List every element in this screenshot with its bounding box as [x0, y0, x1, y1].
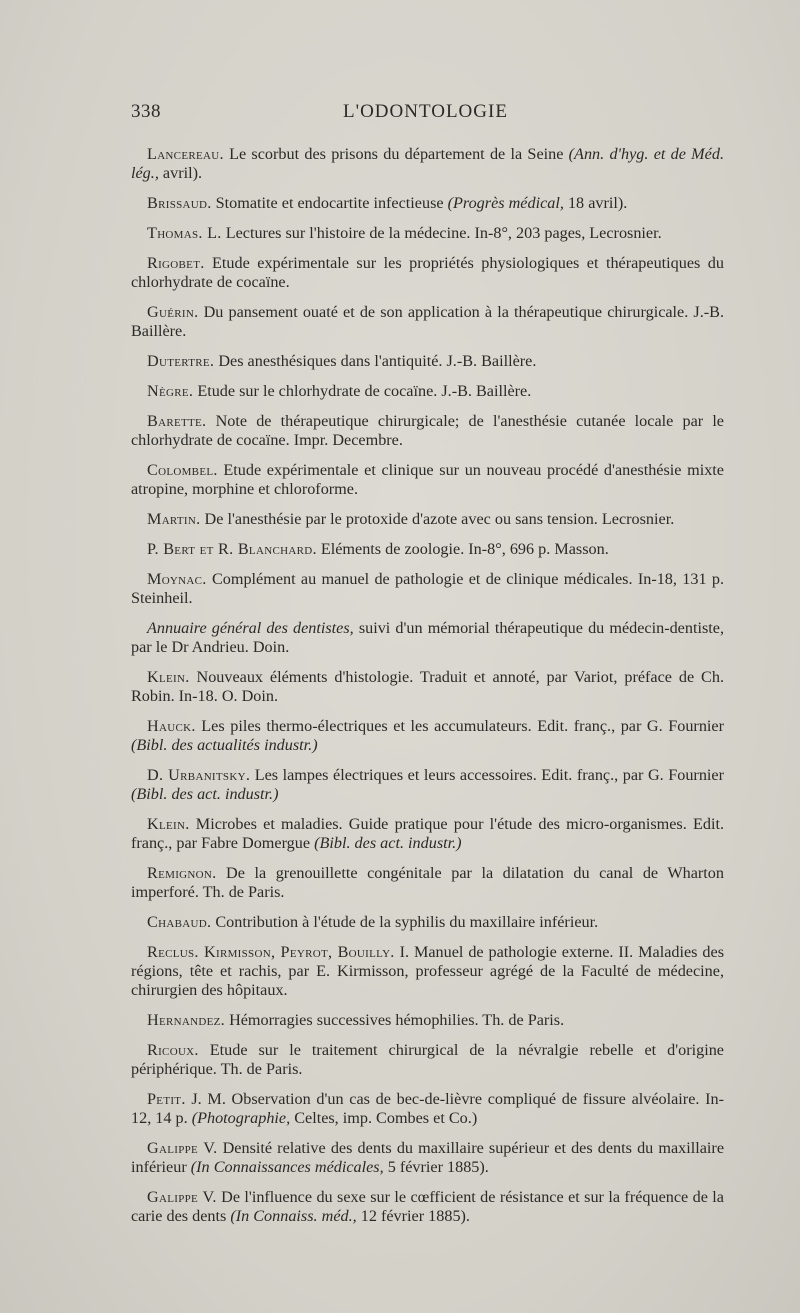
bibliography-entry [131, 224, 724, 243]
bibliography-entry [131, 303, 724, 341]
bibliography-entry [131, 1188, 724, 1226]
page-number: 338 [131, 101, 161, 122]
entry-text: J. M. Observation d'un cas de bec-de-lièvre compliqué de fissure alvéolaire. In-12, 14 p. [131, 1090, 724, 1127]
bibliography-list [131, 145, 724, 1237]
entry-text: De la grenouillette congénitale par la dilatation du canal de Wharton imperforé. Th. de Paris. [131, 864, 724, 901]
entry-italic: Annuaire général des dentistes, [147, 619, 354, 637]
bibliography-entry [131, 254, 724, 292]
running-head: L'ODONTOLOGIE [343, 101, 508, 122]
entry-italic: (Bibl. des act. industr.) [131, 785, 279, 803]
entry-text: Complément au manuel de pathologie et de clinique médicales. In-18, 131 p. Steinheil. [131, 570, 724, 607]
bibliography-entry [131, 1139, 724, 1177]
entry-author: Petit. [147, 1090, 186, 1108]
bibliography-entry [131, 668, 724, 706]
bibliography-entry [131, 194, 724, 213]
bibliography-entry [131, 815, 724, 853]
bibliography-entry [131, 352, 724, 371]
entry-author: Galippe V. [147, 1188, 217, 1206]
entry-after: avril). [158, 164, 203, 182]
entry-author: Guérin. [147, 303, 199, 321]
entry-italic: (Photographie, [191, 1109, 291, 1127]
entry-text: Du pansement ouaté et de son application à la thérapeutique chirurgicale. J.-B. Baillère. [131, 303, 724, 340]
entry-text: Des anesthésiques dans l'antiquité. J.-B. Baillère. [214, 352, 537, 370]
entry-author: Colombel. [147, 461, 218, 479]
entry-text: Contribution à l'étude de la syphilis du maxillaire inférieur. [211, 913, 599, 931]
bibliography-entry [131, 717, 724, 755]
entry-author: Brissaud. [147, 194, 212, 212]
page-header [131, 101, 720, 131]
bibliography-entry [131, 1090, 724, 1128]
bibliography-entry [131, 412, 724, 450]
entry-after: Celtes, imp. Combes et Co.) [290, 1109, 478, 1127]
entry-text: Le scorbut des prisons du département de la Seine [223, 145, 569, 163]
bibliography-entry [131, 461, 724, 499]
entry-text: Lectures sur l'histoire de la médecine. In-8°, 203 pages, Lecrosnier. [221, 224, 662, 242]
entry-author: Thomas. L. [147, 224, 222, 242]
entry-text: Etude sur le traitement chirurgical de la névralgie rebelle et d'origine périphérique. Th. de Paris. [131, 1041, 724, 1078]
entry-italic: (Ann. d'hyg. et de Méd. lég., [131, 145, 724, 182]
bibliography-entry [131, 1041, 724, 1079]
entry-after: suivi d'un mémorial thérapeutique du médecin-dentiste, par le Dr Andrieu. Doin. [131, 619, 724, 656]
bibliography-entry [131, 913, 724, 932]
entry-author: Reclus. Kirmisson, Peyrot, Bouilly. [147, 943, 395, 961]
bibliography-entry [131, 540, 724, 559]
entry-text: Etude expérimentale sur les propriétés physiologiques et thérapeutiques du chlorhydrate de cocaïne. [131, 254, 724, 291]
entry-text: Microbes et maladies. Guide pratique pour l'étude des micro-organismes. Edit. franç., par Fabre Domergue [131, 815, 724, 852]
entry-italic: (In Connaissances médicales, [190, 1158, 384, 1176]
entry-after: 5 février 1885). [383, 1158, 489, 1176]
entry-author: Lancereau. [147, 145, 224, 163]
entry-text: Note de thérapeutique chirurgicale; de l'anesthésie cutanée locale par le chlorhydrate de cocaïne. Impr. Decembre. [131, 412, 724, 449]
entry-after: 18 avril). [563, 194, 628, 212]
entry-text: Nouveaux éléments d'histologie. Traduit et annoté, par Variot, préface de Ch. Robin. In-18. O. Doin. [131, 668, 724, 705]
entry-text: Hémorragies successives hémophilies. Th. de Paris. [225, 1011, 565, 1029]
bibliography-entry [131, 864, 724, 902]
bibliography-entry [131, 619, 724, 657]
bibliography-entry [131, 1011, 724, 1030]
entry-text: Etude sur le chlorhydrate de cocaïne. J.-B. Baillère. [193, 382, 532, 400]
entry-text: Les piles thermo-électriques et les accumulateurs. Edit. franç., par G. Fournier [195, 717, 724, 735]
entry-text: De l'influence du sexe sur le cœfficient de résistance et sur la fréquence de la carie des dents [131, 1188, 724, 1225]
entry-text: Densité relative des dents du maxillaire supérieur et des dents du maxillaire inférieur [131, 1139, 725, 1176]
entry-author: Nègre. [147, 382, 194, 400]
entry-text: I. Manuel de pathologie externe. II. Maladies des régions, tête et rachis, par E. Kirmisson, professeur agrégé de la Faculté de médecine, chirurgien des hôpitaux. [131, 943, 724, 999]
entry-author: Galippe V. [147, 1139, 218, 1157]
entry-text: De l'anesthésie par le protoxide d'azote avec ou sans tension. Lecrosnier. [200, 510, 675, 528]
entry-author: Rigobet. [147, 254, 205, 272]
entry-text: Stomatite et endocartite infectieuse [211, 194, 448, 212]
entry-after: 12 février 1885). [356, 1207, 470, 1225]
entry-author: Klein. [147, 668, 190, 686]
entry-author: Martin. [147, 510, 201, 528]
entry-author: Hauck. [147, 717, 196, 735]
bibliography-entry [131, 382, 724, 401]
bibliography-entry [131, 570, 724, 608]
entry-author: D. Urbanitsky. [147, 766, 251, 784]
entry-italic: (In Connaiss. méd., [230, 1207, 357, 1225]
entry-author: P. Bert et R. Blanchard. [147, 540, 317, 558]
entry-author: Klein. [147, 815, 190, 833]
entry-italic: (Bibl. des act. industr.) [314, 834, 462, 852]
entry-text: Eléments de zoologie. In-8°, 696 p. Masson. [316, 540, 609, 558]
entry-italic: (Progrès médical, [447, 194, 564, 212]
entry-author: Barette. [147, 412, 207, 430]
entry-author: Remignon. [147, 864, 217, 882]
entry-author: Moynac. [147, 570, 207, 588]
bibliography-entry [131, 145, 724, 183]
entry-author: Ricoux. [147, 1041, 199, 1059]
bibliography-entry [131, 510, 724, 529]
entry-text: Les lampes électriques et leurs accessoires. Edit. franç., par G. Fournier [250, 766, 724, 784]
bibliography-entry [131, 943, 724, 1000]
entry-italic: (Bibl. des actualités industr.) [131, 736, 318, 754]
bibliography-entry [131, 766, 724, 804]
entry-author: Dutertre. [147, 352, 215, 370]
entry-author: Hernandez. [147, 1011, 226, 1029]
entry-author: Chabaud. [147, 913, 212, 931]
entry-text: Etude expérimentale et clinique sur un nouveau procédé d'anesthésie mixte atropine, morphine et chloroforme. [131, 461, 724, 498]
